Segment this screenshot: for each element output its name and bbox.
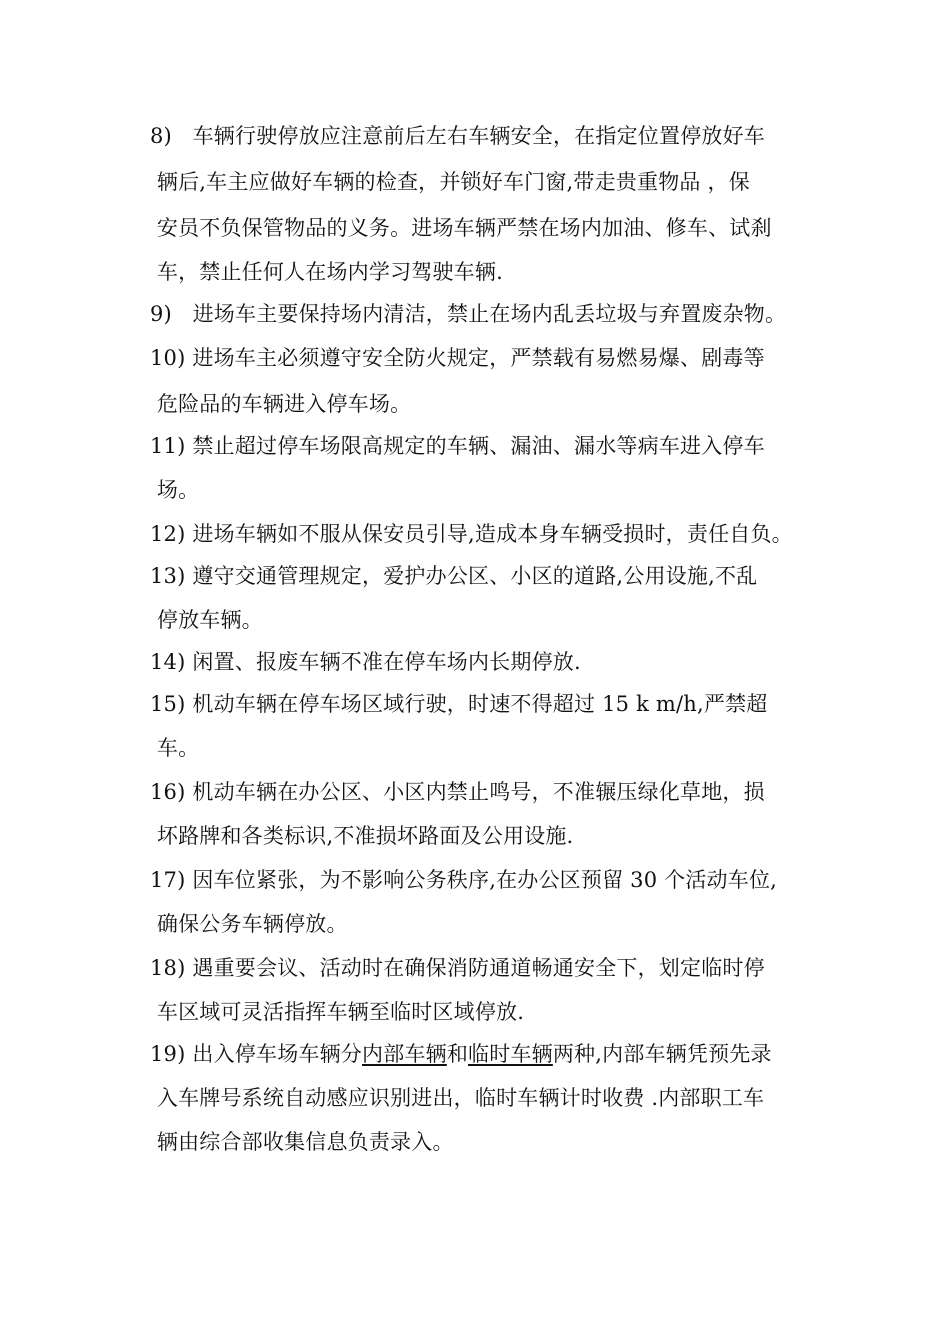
item-number: 15): [150, 692, 186, 716]
item-number: 9): [150, 302, 172, 326]
item-text-part: 两种,内部车辆凭预先录: [552, 1042, 772, 1066]
item-14-line-1: [150, 647, 581, 677]
item-17-line-1: [150, 865, 777, 895]
item-text-part: 出入停车场车辆分: [192, 1042, 363, 1066]
item-text: 机动车辆在停车场区域行驶，时速不得超过 15 k m/h,严禁超: [192, 692, 768, 716]
item-19-line-2: 入车牌号系统自动感应识别进出，临时车辆计时收费 .内部职工车: [150, 1086, 765, 1110]
item-8-line-3: 安员不负保管物品的义务。进场车辆严禁在场内加油、修车、试刹: [150, 216, 772, 240]
item-text: 机动车辆在办公区、小区内禁止鸣号，不准辗压绿化草地，损: [192, 780, 765, 804]
item-18-line-2: 车区域可灵活指挥车辆至临时区域停放.: [150, 1000, 525, 1024]
item-number: 12): [150, 522, 186, 546]
item-8-line-1: [150, 121, 765, 151]
item-8-line-2: 辆后,车主应做好车辆的检查，并锁好车门窗,带走贵重物品 ，保: [150, 170, 750, 194]
item-11-line-2: 场。: [150, 478, 200, 502]
item-text: 车辆行驶停放应注意前后左右车辆安全，在指定位置停放好车: [192, 124, 766, 148]
item-number: 8): [150, 124, 172, 148]
item-15-line-1: [150, 689, 767, 719]
item-10-line-1: [150, 343, 765, 373]
item-16-line-1: [150, 777, 765, 807]
item-number: 16): [150, 780, 186, 804]
item-number: 19): [150, 1042, 186, 1066]
item-text: 遵守交通管理规定，爱护办公区、小区的道路,公用设施,不乱: [192, 564, 758, 588]
item-text: 进场车辆如不服从保安员引导,造成本身车辆受损时，责任自负。: [192, 522, 793, 546]
item-11-line-1: [150, 431, 765, 461]
item-8-line-4: 车，禁止任何人在场内学习驾驶车辆.: [150, 260, 503, 284]
item-10-line-2: 危险品的车辆进入停车场。: [150, 392, 412, 416]
item-number: 13): [150, 564, 186, 588]
item-number: 18): [150, 956, 186, 980]
item-text: 禁止超过停车场限高规定的车辆、漏油、漏水等病车进入停车: [192, 434, 765, 458]
item-15-line-2: 车。: [150, 736, 200, 760]
item-13-line-2: 停放车辆。: [150, 608, 263, 632]
item-13-line-1: [150, 561, 757, 591]
item-17-line-2: 确保公务车辆停放。: [150, 912, 348, 936]
item-text: 遇重要会议、活动时在确保消防通道畅通安全下，划定临时停: [192, 956, 765, 980]
item-text: 闲置、报废车辆不准在停车场内长期停放.: [192, 650, 581, 674]
item-text-part: 和: [446, 1042, 469, 1066]
item-number: 17): [150, 868, 186, 892]
item-number: 10): [150, 346, 186, 370]
item-18-line-1: [150, 953, 765, 983]
item-19-line-3: 辆由综合部收集信息负责录入。: [150, 1130, 454, 1154]
internal-vehicle-term: 内部车辆: [362, 1042, 447, 1066]
item-16-line-2: 坏路牌和各类标识,不准损坏路面及公用设施.: [150, 824, 574, 848]
item-9-line-1: [150, 299, 786, 329]
item-number: 11): [150, 434, 186, 458]
item-19-line-1: [150, 1039, 772, 1069]
item-12-line-1: [150, 519, 793, 549]
temporary-vehicle-term: 临时车辆: [468, 1042, 553, 1066]
item-number: 14): [150, 650, 186, 674]
item-text: 因车位紧张，为不影响公务秩序,在办公区预留 30 个活动车位,: [192, 868, 778, 892]
item-text: 进场车主要保持场内清洁，禁止在场内乱丢垃圾与弃置废杂物。: [192, 302, 787, 326]
item-text: 进场车主必须遵守安全防火规定，严禁载有易燃易爆、剧毒等: [192, 346, 765, 370]
